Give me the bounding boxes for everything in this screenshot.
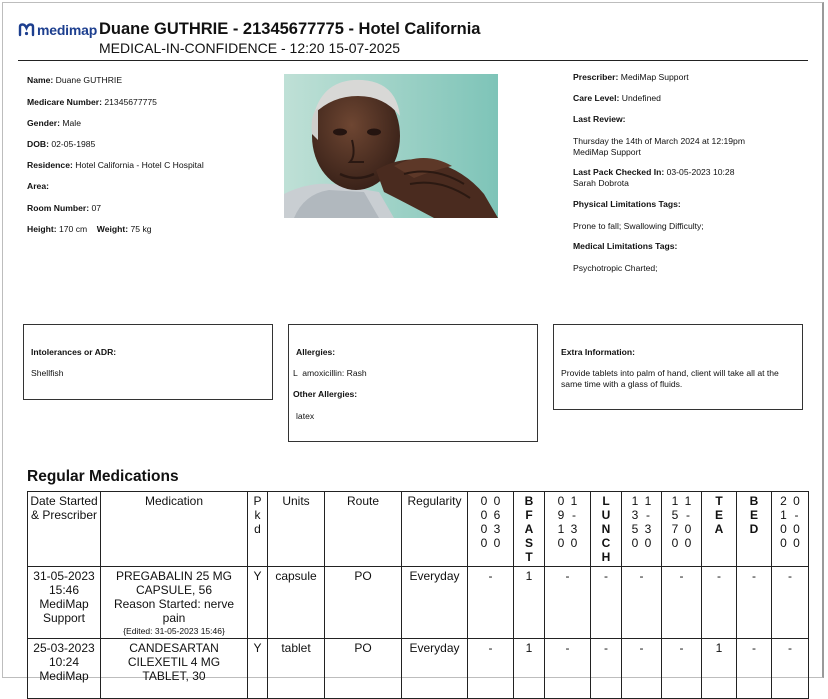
residence: Hotel California - Hotel C Hospital <box>75 160 204 170</box>
cell-dose <box>772 567 809 639</box>
cell-dose <box>514 567 545 639</box>
last-review-label <box>573 114 626 125</box>
dose-value: 1 <box>525 641 533 655</box>
cell-dose <box>702 639 737 699</box>
digit: 3 <box>631 508 639 522</box>
digit: 0 <box>780 536 787 550</box>
time-started: 15:46 <box>48 583 80 597</box>
cell-route <box>325 639 402 699</box>
intolerances-value: Shellfish <box>31 368 64 378</box>
digit: 1 <box>644 494 652 508</box>
digit: 0 <box>480 536 488 550</box>
dose-value: - <box>679 569 684 583</box>
digit: 0 <box>684 522 692 536</box>
cell-dose <box>591 639 622 699</box>
col-tea <box>702 492 737 567</box>
other-allergies-label: Other Allergies: <box>293 389 358 399</box>
header-digits <box>468 492 513 550</box>
table-row <box>28 639 809 699</box>
digit: 0 <box>793 536 800 550</box>
room-row <box>27 203 101 214</box>
label: Height: <box>27 224 57 234</box>
digit: 0 <box>684 536 692 550</box>
dose-value: - <box>752 641 756 655</box>
digit: 0 <box>631 536 639 550</box>
page-title: Duane GUTHRIE - 21345677775 - Hotel California <box>99 20 481 38</box>
units-value: capsule <box>275 569 317 583</box>
dob: 02-05-1985 <box>51 139 96 149</box>
physical-label <box>573 199 681 210</box>
digit: 9 <box>557 508 565 522</box>
dose-value: - <box>488 641 493 655</box>
dose-value: - <box>717 569 721 583</box>
dose-value: - <box>788 641 792 655</box>
col-route <box>325 492 402 567</box>
digit: 1 <box>671 494 679 508</box>
digit: 0 <box>480 508 488 522</box>
header-label: Pkd <box>253 494 262 536</box>
medical-label <box>573 241 677 252</box>
digit: 1 <box>631 494 639 508</box>
dose-value: - <box>565 569 570 583</box>
label: Last Pack Checked In: <box>573 167 665 177</box>
col-1530 <box>662 492 702 567</box>
dose-value: - <box>639 569 644 583</box>
digit: - <box>794 508 799 522</box>
cell-dose <box>545 639 591 699</box>
col-0600 <box>468 492 514 567</box>
digit: 0 <box>793 494 800 508</box>
table-row <box>28 567 809 639</box>
col-lunch <box>591 492 622 567</box>
label: Medical Limitations Tags: <box>573 241 678 251</box>
label: Area: <box>27 181 49 191</box>
digit: 0 <box>557 494 565 508</box>
col-pkd <box>248 492 268 567</box>
last-review-by: MediMap Support <box>573 147 641 157</box>
allergies-value: L amoxicillin: Rash <box>293 368 367 378</box>
other-allergies-value: latex <box>296 411 315 421</box>
digit: 0 <box>493 494 501 508</box>
height: 170 cm <box>59 224 88 234</box>
cell-medication <box>101 639 248 699</box>
gender: Male <box>62 118 81 128</box>
header-label: Medication <box>144 494 204 508</box>
digit: - <box>646 508 650 522</box>
regularity-value: Everyday <box>409 641 460 655</box>
header-label: BED <box>749 494 759 536</box>
dob-row <box>27 139 95 150</box>
prescriber: MediMap Support <box>620 72 689 82</box>
dose-value: 1 <box>525 569 533 583</box>
digit: 0 <box>780 522 787 536</box>
reason-started: Reason Started: nerve pain <box>113 597 235 625</box>
cell-regularity <box>402 639 468 699</box>
label: Last Review: <box>573 114 626 124</box>
digit-column <box>629 494 642 550</box>
dose-value: 1 <box>715 641 723 655</box>
last-pack-by: Sarah Dobrota <box>573 178 629 188</box>
digit: - <box>686 508 690 522</box>
pkd-value: Y <box>253 641 262 655</box>
col-bed <box>737 492 772 567</box>
cell-dose <box>468 639 514 699</box>
digit: 3 <box>493 522 501 536</box>
digit: 0 <box>493 536 501 550</box>
digit-column <box>682 494 695 550</box>
cell-units <box>268 567 325 639</box>
digit: 3 <box>644 522 652 536</box>
dose-value: - <box>788 569 792 583</box>
dose-value: - <box>604 641 608 655</box>
header-label: Route <box>346 494 380 508</box>
dose-value: - <box>488 569 493 583</box>
digit-column <box>491 494 504 550</box>
allergies-box <box>288 324 538 442</box>
digit-column <box>555 494 568 550</box>
digit-column <box>790 494 803 550</box>
cell-date <box>28 567 101 639</box>
header-digits <box>545 492 590 550</box>
digit-column <box>669 494 682 550</box>
col-bfast <box>514 492 545 567</box>
medimap-logo-icon <box>18 23 35 37</box>
edited-note: {Edited: 31-05-2023 15:46} <box>123 626 225 636</box>
digit: 3 <box>570 522 578 536</box>
col-units <box>268 492 325 567</box>
digit: 7 <box>671 522 679 536</box>
cell-medication <box>101 567 248 639</box>
cell-dose <box>622 639 662 699</box>
header-label: Regularity <box>407 494 462 508</box>
digit: 1 <box>780 508 787 522</box>
cell-pkd <box>248 639 268 699</box>
digit-column <box>777 494 790 550</box>
label: Name: <box>27 75 54 85</box>
prescriber-row <box>573 72 689 83</box>
time-started: 10:24 <box>48 655 80 669</box>
col-regularity <box>402 492 468 567</box>
route-value: PO <box>354 569 372 583</box>
col-0930 <box>545 492 591 567</box>
header-label: TEA <box>714 494 724 536</box>
cell-dose <box>772 639 809 699</box>
pkd-value: Y <box>253 569 262 583</box>
cell-dose <box>514 639 545 699</box>
regular-medications-table <box>27 491 809 699</box>
extra-info-value: Provide tablets into palm of hand, client will take all at the same time with a glass of fluids. <box>561 368 779 389</box>
digit: 5 <box>671 508 679 522</box>
digit: 0 <box>793 522 800 536</box>
digit-column <box>568 494 581 550</box>
medicare-number: 21345677775 <box>104 97 157 107</box>
cell-dose <box>662 639 702 699</box>
label: Weight: <box>96 224 129 234</box>
cell-date <box>28 639 101 699</box>
medication-name: CANDESARTAN CILEXETIL 4 MG TABLET, 30 <box>127 641 221 683</box>
care-level-row <box>573 93 661 104</box>
extra-info-box <box>553 324 803 410</box>
digit: 6 <box>493 508 501 522</box>
digit-column <box>478 494 491 550</box>
area-row <box>27 181 49 192</box>
date-started: 25-03-2023 <box>33 641 95 655</box>
regularity-value: Everyday <box>409 569 460 583</box>
digit: 0 <box>480 494 488 508</box>
digit: 0 <box>671 536 679 550</box>
col-medication <box>101 492 248 567</box>
extra-info-label: Extra Information: <box>561 347 636 357</box>
digit: 0 <box>480 522 488 536</box>
intolerances-box <box>23 324 273 400</box>
last-pack-date: 03-05-2023 10:28 <box>666 167 735 177</box>
last-pack-row <box>573 167 734 178</box>
header-label: Units <box>282 494 310 508</box>
header-label: BFAST <box>524 494 534 564</box>
patient-photo <box>284 74 498 218</box>
logo-text: medimap <box>37 22 98 38</box>
intolerances-label: Intolerances or ADR: <box>31 347 117 357</box>
allergies-label: Allergies: <box>296 347 336 357</box>
page-subtitle: MEDICAL-IN-CONFIDENCE - 12:20 15-07-2025 <box>99 40 401 56</box>
last-review-date: Thursday the 14th of March 2024 at 12:19pm <box>573 136 745 146</box>
label: Gender: <box>27 118 60 128</box>
label: DOB: <box>27 139 49 149</box>
digit: 1 <box>684 494 692 508</box>
dose-value: - <box>639 641 644 655</box>
digit: 0 <box>570 536 578 550</box>
physical-tags: Prone to fall; Swallowing Difficulty; <box>573 221 704 231</box>
digit: 1 <box>557 522 565 536</box>
label: Care Level: <box>573 93 620 103</box>
header-label: LUNCH <box>601 494 611 564</box>
header-digits <box>772 492 808 550</box>
label: Prescriber: <box>573 72 619 82</box>
medimap-logo <box>18 20 97 40</box>
route-value: PO <box>354 641 372 655</box>
cell-regularity <box>402 567 468 639</box>
patient-name-row <box>27 75 122 86</box>
col-date-prescriber <box>28 492 101 567</box>
header-digits <box>622 492 661 550</box>
label: Room Number: <box>27 203 90 213</box>
digit: 5 <box>631 522 639 536</box>
dose-value: - <box>565 641 570 655</box>
patient-name: Duane GUTHRIE <box>55 75 123 85</box>
cell-dose <box>702 567 737 639</box>
dose-value: - <box>604 569 608 583</box>
label: Physical Limitations Tags: <box>573 199 681 209</box>
cell-dose <box>737 639 772 699</box>
weight: 75 kg <box>130 224 152 234</box>
room-number: 07 <box>91 203 102 213</box>
cell-route <box>325 567 402 639</box>
medication-name: PREGABALIN 25 MG CAPSULE, 56 <box>115 569 233 597</box>
cell-units <box>268 639 325 699</box>
col-1330 <box>622 492 662 567</box>
residence-row <box>27 160 204 171</box>
label: Medicare Number: <box>27 97 102 107</box>
digit-column <box>642 494 655 550</box>
col-2000 <box>772 492 809 567</box>
header-digits <box>662 492 701 550</box>
cell-dose <box>545 567 591 639</box>
dose-value: - <box>679 641 684 655</box>
cell-dose <box>662 567 702 639</box>
digit: - <box>572 508 576 522</box>
date-started: 31-05-2023 <box>33 569 95 583</box>
label: Residence: <box>27 160 73 170</box>
medicare-row <box>27 97 157 108</box>
units-value: tablet <box>281 641 311 655</box>
digit: 0 <box>644 536 652 550</box>
height-weight-row <box>27 224 152 235</box>
cell-dose <box>468 567 514 639</box>
cell-pkd <box>248 567 268 639</box>
prescriber: MediMap Support <box>39 597 89 625</box>
table-header-row <box>28 492 809 567</box>
digit: 1 <box>570 494 578 508</box>
section-title: Regular Medications <box>27 468 179 485</box>
digit: 0 <box>557 536 565 550</box>
header-label: Date Started & Prescriber <box>30 494 98 522</box>
cell-dose <box>737 567 772 639</box>
dose-value: - <box>752 569 756 583</box>
digit: 2 <box>780 494 787 508</box>
medical-tags: Psychotropic Charted; <box>573 263 658 273</box>
gender-row <box>27 118 81 129</box>
prescriber: MediMap <box>39 669 89 683</box>
care-level: Undefined <box>621 93 661 103</box>
cell-dose <box>622 567 662 639</box>
cell-dose <box>591 567 622 639</box>
header-divider <box>18 60 808 61</box>
